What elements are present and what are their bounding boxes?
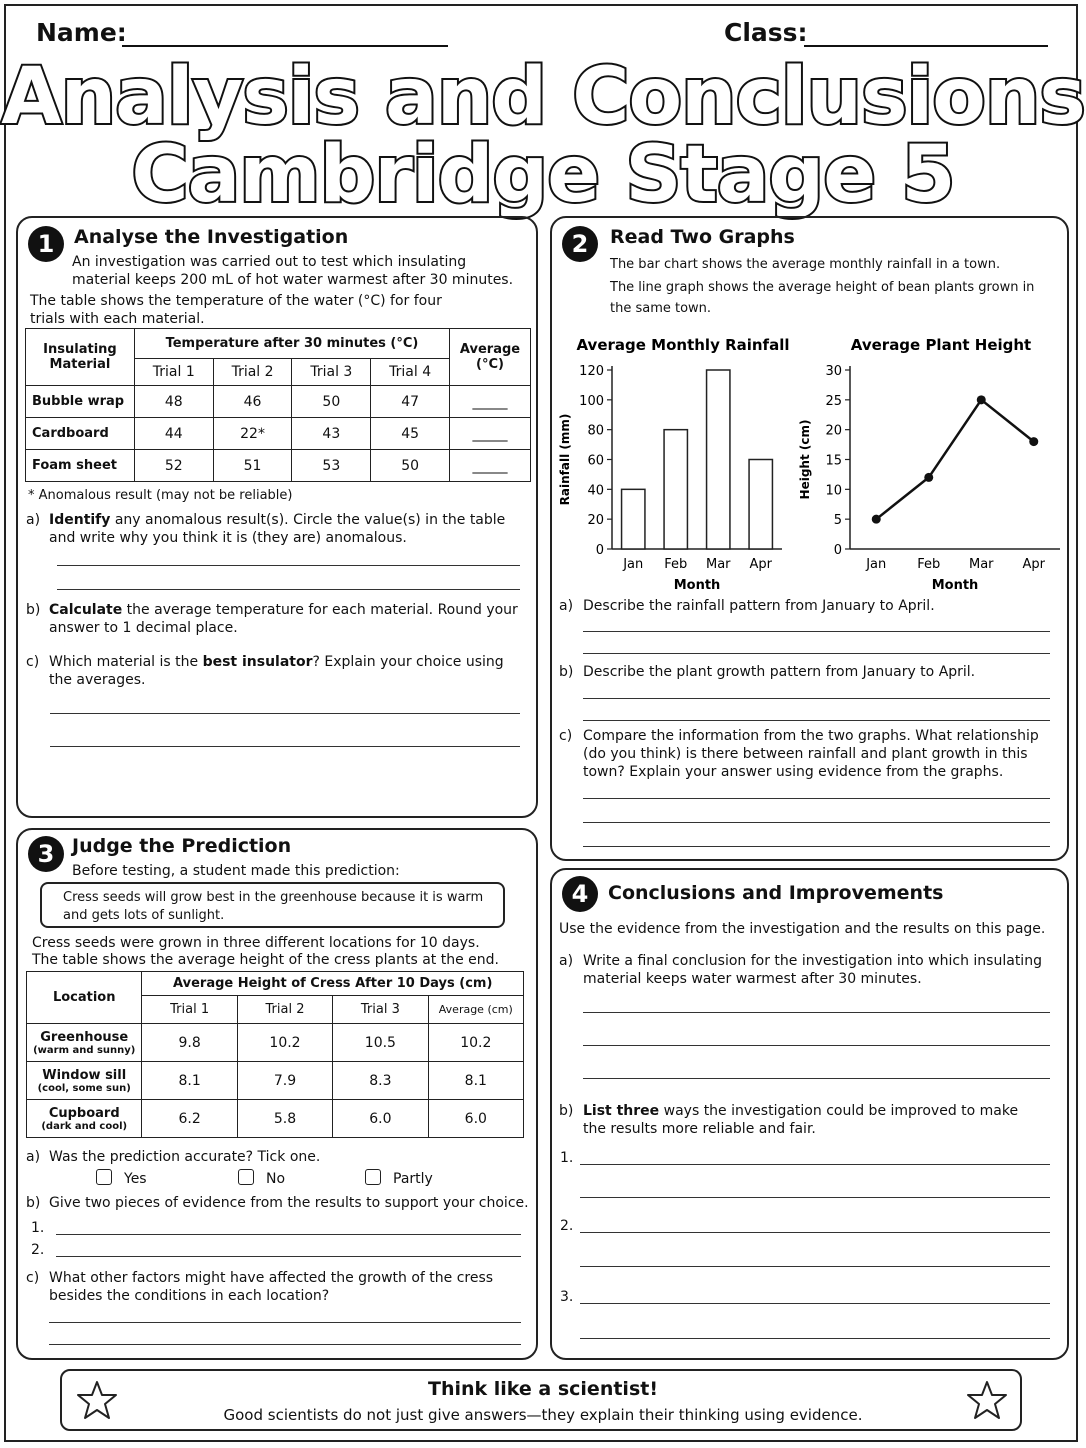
col-header-material: Insulating Material	[26, 329, 135, 386]
y-tick-label: 40	[587, 483, 604, 499]
answer-line[interactable]	[583, 1078, 1050, 1079]
section-3-title: Judge the Prediction	[72, 835, 292, 857]
location-cell	[27, 1024, 142, 1062]
q1b-bold: Calculate	[49, 602, 123, 618]
name-label: Name:	[36, 18, 127, 47]
q2b-text: Describe the plant growth pattern from January to April.	[583, 664, 976, 680]
location-cell	[27, 1100, 142, 1138]
option-partly-label: Partly	[393, 1171, 433, 1187]
class-label: Class:	[724, 18, 808, 47]
banner-title: Think like a scientist!	[427, 1378, 658, 1400]
section-2-number: 2	[562, 226, 598, 262]
section-1-intro1: An investigation was carried out to test which insulating material keeps 200 mL of hot water warmest after 30 minutes.	[72, 254, 514, 288]
q3b-label: b)	[26, 1195, 41, 1211]
col-header-group: Average Height of Cress After 10 Days (cm)	[142, 972, 524, 996]
x-axis-title: Month	[673, 578, 721, 593]
insulation-table	[25, 328, 531, 482]
section-1-number: 1	[28, 226, 64, 262]
cell-average: 10.2	[428, 1024, 523, 1062]
x-axis-title: Month	[931, 578, 979, 593]
cell-value: 48	[134, 386, 213, 418]
y-axis-title: Rainfall (mm)	[558, 413, 572, 506]
section-4-title: Conclusions and Improvements	[608, 882, 944, 904]
average-blank[interactable]: _____	[450, 386, 531, 418]
q1c-post: ? Explain your choice using the averages.	[49, 654, 504, 688]
bar	[622, 489, 645, 549]
y-tick-label: 60	[587, 453, 604, 469]
y-tick-label: 10	[825, 483, 842, 499]
answer-line[interactable]	[49, 1344, 521, 1345]
answer-line[interactable]	[580, 1266, 1050, 1267]
answer-line[interactable]	[580, 1232, 1050, 1233]
plant-height-line-chart	[798, 336, 1060, 593]
q2a-text: Describe the rainfall pattern from January to April.	[583, 598, 935, 614]
q1b-label: b)	[26, 602, 41, 618]
q3c-label: c)	[26, 1270, 40, 1286]
section-2-intro1: The bar chart shows the average monthly rainfall in a town.	[610, 257, 1001, 272]
col-header-trial: Trial 3	[292, 359, 371, 386]
cell-value: 9.8	[142, 1024, 237, 1062]
answer-line[interactable]	[583, 822, 1050, 823]
location-note: (cool, some sun)	[37, 1082, 131, 1094]
section-2-title: Read Two Graphs	[610, 226, 795, 248]
cell-value: 47	[371, 386, 450, 418]
x-tick-label: Jan	[623, 557, 644, 572]
section-4-intro: Use the evidence from the investigation and the results on this page.	[559, 921, 1046, 937]
q4b-bold: List three	[583, 1103, 660, 1119]
cell-value: 8.1	[142, 1062, 237, 1100]
series-line	[876, 400, 1034, 519]
x-tick-label: Jan	[866, 557, 887, 572]
answer-line[interactable]	[580, 1197, 1050, 1198]
q4b-number2: 2.	[560, 1218, 574, 1234]
col-header-trial: Trial 2	[213, 359, 292, 386]
page-title-line2: Cambridge Stage 5	[131, 130, 955, 220]
col-header-average: Average (cm)	[428, 996, 523, 1024]
answer-line[interactable]	[50, 713, 520, 714]
y-tick-label: 25	[825, 393, 842, 409]
chart-title: Average Plant Height	[850, 336, 1032, 354]
cell-value: 44	[134, 418, 213, 450]
cell-value: 50	[292, 386, 371, 418]
col-header-trial: Trial 2	[237, 996, 332, 1024]
prediction-text: Cress seeds will grow best in the greenhouse because it is warm and gets lots of sunlight.	[63, 890, 484, 923]
location-name: Greenhouse	[40, 1029, 129, 1045]
location-note: (dark and cool)	[41, 1120, 128, 1132]
checkbox-partly[interactable]	[365, 1169, 381, 1185]
checkbox-no[interactable]	[238, 1169, 254, 1185]
table-row	[26, 386, 531, 418]
answer-line[interactable]	[583, 1045, 1050, 1046]
banner-text: Good scientists do not just give answers—they explain their thinking using evidence.	[223, 1406, 863, 1424]
col-header-trial: Trial 1	[134, 359, 213, 386]
cell-value: 6.2	[142, 1100, 237, 1138]
q1c-bold: best insulator	[202, 654, 313, 670]
x-tick-label: Apr	[1022, 557, 1045, 572]
y-tick-label: 0	[595, 543, 604, 558]
q1c-pre: Which material is the	[49, 654, 203, 670]
table-row	[27, 1100, 524, 1138]
col-header-trial: Trial 4	[371, 359, 450, 386]
q1c-text	[49, 653, 519, 689]
q1b-rest: the average temperature for each material. Round your answer to 1 decimal place.	[49, 602, 518, 636]
data-point	[977, 395, 986, 404]
cell-value: 43	[292, 418, 371, 450]
location-cell	[27, 1062, 142, 1100]
section-1-title: Analyse the Investigation	[74, 226, 349, 248]
answer-line[interactable]	[583, 698, 1050, 699]
material-name: Foam sheet	[26, 450, 135, 482]
table-row	[27, 1024, 524, 1062]
cell-value: 8.3	[333, 1062, 428, 1100]
name-field[interactable]	[122, 45, 448, 47]
checkbox-yes[interactable]	[96, 1169, 112, 1185]
q2c-text: Compare the information from the two graphs. What relationship (do you think) is there between rainfall and plant growth in this town? Explain your answer using evidence from the graphs.	[583, 728, 1039, 780]
q4b-number1: 1.	[560, 1150, 574, 1166]
table-row	[27, 1062, 524, 1100]
answer-line[interactable]	[56, 1234, 521, 1235]
q3b-number1: 1.	[31, 1220, 45, 1236]
q2a-label: a)	[559, 598, 574, 614]
answer-line[interactable]	[583, 631, 1050, 632]
page-title-line1: Analysis and Conclusions	[1, 52, 1085, 142]
answer-line[interactable]	[57, 589, 520, 590]
q2b-label: b)	[559, 664, 574, 680]
location-name: Cupboard	[48, 1105, 120, 1121]
graphs-area	[552, 330, 1067, 595]
col-header-group: Temperature after 30 minutes (°C)	[134, 329, 449, 359]
y-tick-label: 80	[587, 423, 604, 439]
bar	[749, 460, 772, 550]
location-note: (warm and sunny)	[33, 1044, 136, 1056]
q3b-number2: 2.	[31, 1242, 45, 1258]
col-header-location: Location	[27, 972, 142, 1024]
x-tick-label: Feb	[664, 557, 688, 572]
col-header-trial: Trial 3	[333, 996, 428, 1024]
answer-line[interactable]	[583, 846, 1050, 847]
y-tick-label: 120	[579, 364, 604, 379]
answer-line[interactable]	[583, 653, 1050, 654]
average-blank[interactable]: _____	[450, 450, 531, 482]
cell-value: 5.8	[237, 1100, 332, 1138]
q1a-rest: any anomalous result(s). Circle the value(s) in the table and write why you think it is (they are) anomalous.	[49, 512, 506, 546]
x-tick-label: Apr	[749, 557, 772, 572]
option-no-label: No	[266, 1171, 286, 1187]
q3a-text: Was the prediction accurate? Tick one.	[49, 1149, 321, 1165]
q3b-text: Give two pieces of evidence from the results to support your choice.	[49, 1195, 529, 1211]
y-axis-title: Height (cm)	[798, 419, 812, 500]
q4b-rest: ways the investigation could be improved to make the results more reliable and fair.	[583, 1103, 1019, 1137]
q1a-label: a)	[26, 512, 41, 528]
footnote: * Anomalous result (may not be reliable)	[28, 488, 293, 503]
cell-value: 51	[213, 450, 292, 482]
table-row	[26, 418, 531, 450]
cell-value: 6.0	[333, 1100, 428, 1138]
q2c-label: c)	[559, 728, 573, 744]
cell-value: 22*	[213, 418, 292, 450]
y-tick-label: 15	[825, 453, 842, 469]
section-2-intro2: The line graph shows the average height of bean plants grown in the same town.	[610, 280, 1035, 316]
cell-average: 8.1	[428, 1062, 523, 1100]
bar	[707, 370, 730, 549]
answer-line[interactable]	[50, 746, 520, 747]
q1a-text	[49, 511, 519, 547]
data-point	[924, 473, 933, 482]
section-3-body2: The table shows the average height of the cress plants at the end.	[32, 952, 499, 968]
answer-line[interactable]	[583, 720, 1050, 721]
q4a-label: a)	[559, 953, 574, 969]
table-row	[26, 450, 531, 482]
material-name: Cardboard	[26, 418, 135, 450]
location-name: Window sill	[42, 1067, 127, 1083]
y-tick-label: 30	[825, 364, 842, 379]
answer-line[interactable]	[49, 1322, 521, 1323]
average-blank[interactable]: _____	[450, 418, 531, 450]
section-3-number: 3	[28, 836, 64, 872]
cell-value: 10.2	[237, 1024, 332, 1062]
x-tick-label: Feb	[917, 557, 941, 572]
answer-line[interactable]	[583, 1012, 1050, 1013]
q3c-text: What other factors might have affected the growth of the cress besides the conditions in each location?	[49, 1270, 494, 1304]
col-header-trial: Trial 1	[142, 996, 237, 1024]
cell-value: 50	[371, 450, 450, 482]
rainfall-bar-chart	[558, 336, 790, 593]
cell-value: 53	[292, 450, 371, 482]
y-tick-label: 20	[587, 513, 604, 529]
q1a-bold: Identify	[49, 512, 111, 528]
material-name: Bubble wrap	[26, 386, 135, 418]
y-tick-label: 100	[579, 393, 604, 409]
cress-table	[26, 971, 524, 1138]
section-3-body1: Cress seeds were grown in three different locations for 10 days.	[32, 935, 480, 951]
option-yes-label: Yes	[124, 1171, 147, 1187]
answer-line[interactable]	[580, 1303, 1050, 1304]
q1c-label: c)	[26, 654, 40, 670]
cell-value: 7.9	[237, 1062, 332, 1100]
y-tick-label: 5	[833, 513, 842, 529]
y-tick-label: 0	[833, 543, 842, 558]
chart-title: Average Monthly Rainfall	[576, 336, 790, 354]
q4b-label: b)	[559, 1103, 574, 1119]
answer-line[interactable]	[57, 565, 520, 566]
data-point	[1029, 437, 1038, 446]
q4b-number3: 3.	[560, 1289, 574, 1305]
answer-line[interactable]	[583, 798, 1050, 799]
section-3-intro: Before testing, a student made this prediction:	[72, 863, 400, 879]
q4b-text	[583, 1102, 1043, 1138]
data-point	[872, 515, 881, 524]
answer-line[interactable]	[580, 1164, 1050, 1165]
answer-line[interactable]	[580, 1338, 1050, 1339]
cell-value: 46	[213, 386, 292, 418]
q3a-label: a)	[26, 1149, 41, 1165]
bar	[664, 430, 687, 549]
class-field[interactable]	[804, 45, 1048, 47]
section-4-number: 4	[562, 876, 598, 912]
y-tick-label: 20	[825, 423, 842, 439]
answer-line[interactable]	[56, 1256, 521, 1257]
cell-average: 6.0	[428, 1100, 523, 1138]
q1b-text	[49, 601, 519, 637]
cell-value: 10.5	[333, 1024, 428, 1062]
col-header-average: Average (°C)	[450, 329, 531, 386]
cell-value: 52	[134, 450, 213, 482]
x-tick-label: Mar	[968, 557, 994, 572]
cell-value: 45	[371, 418, 450, 450]
section-1-intro2: The table shows the temperature of the water (°C) for four trials with each material.	[30, 293, 442, 327]
x-tick-label: Mar	[705, 557, 731, 572]
q4a-text: Write a final conclusion for the investigation into which insulating material keeps water warmest after 30 minutes.	[583, 953, 1042, 987]
